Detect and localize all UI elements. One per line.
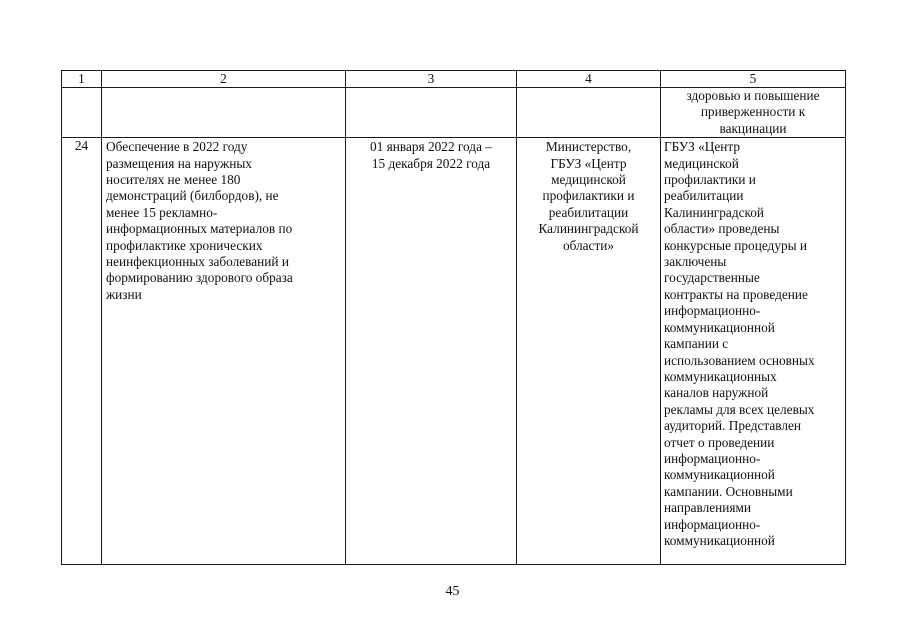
result-line: информационно-: [664, 450, 761, 466]
result-line: рекламы для всех целевых: [664, 401, 815, 417]
result-line: использованием основных: [664, 352, 815, 368]
result-line: медицинской: [664, 155, 739, 171]
result-line: направлениями: [664, 500, 752, 516]
table-row-24: [62, 138, 846, 565]
document-table: [61, 70, 846, 565]
result-line: реабилитации: [664, 188, 744, 204]
table-row-continuation: [62, 88, 846, 138]
event-line: менее 15 рекламно-: [106, 204, 218, 220]
result-line: ГБУЗ «Центр: [664, 139, 740, 155]
row-number-cell: [62, 88, 102, 138]
term-cell: [346, 88, 517, 138]
header-col-3: 3: [346, 71, 517, 88]
event-line: неинфекционных заболеваний и: [106, 254, 289, 270]
executor-cell: [517, 88, 661, 138]
header-col-5: 5: [661, 71, 846, 88]
result-line: контракты на проведение: [664, 286, 808, 302]
result-line: приверженности к: [700, 104, 806, 120]
header-col-4: 4: [517, 71, 661, 88]
result-line: вакцинации: [719, 120, 787, 136]
result-line: информационно-: [664, 303, 761, 319]
result-line: каналов наружной: [664, 385, 769, 401]
result-line: кампании. Основными: [664, 483, 793, 499]
header-row: [62, 71, 846, 88]
result-line: профилактики и: [664, 172, 756, 188]
table-body: [62, 88, 846, 565]
result-line: конкурсные процедуры и: [664, 237, 807, 253]
result-line: информационно-: [664, 516, 761, 532]
header-col-2: 2: [102, 71, 346, 88]
event-line: размещения на наружных: [106, 155, 252, 171]
executor-line: Министерство,: [545, 139, 632, 155]
event-line: формированию здорового образа: [106, 270, 293, 286]
result-line: здоровью и повышение: [686, 88, 820, 103]
executor-cell: [517, 138, 661, 565]
result-line: коммуникационной: [664, 532, 775, 548]
event-cell: [102, 88, 346, 138]
event-line: информационных материалов по: [106, 221, 293, 237]
result-line: кампании с: [664, 336, 729, 352]
header-col-1: 1: [62, 71, 102, 88]
row-number-cell: 24: [62, 138, 102, 565]
executor-line: ГБУЗ «Центр: [550, 155, 627, 171]
term-line: 15 декабря 2022 года: [371, 155, 491, 171]
event-line: профилактике хронических: [106, 237, 263, 253]
executor-line: реабилитации: [548, 204, 629, 220]
page-number: 45: [445, 584, 460, 599]
result-line: коммуникационной: [664, 319, 775, 335]
result-line: области» проведены: [664, 221, 780, 237]
result-line: заключены: [664, 254, 727, 270]
result-line: Калининградской: [664, 204, 765, 220]
result-line: аудиторий. Представлен: [664, 418, 802, 434]
result-line: отчет о проведении: [664, 434, 775, 450]
executor-line: Калининградской: [538, 221, 639, 237]
event-line: носителях не менее 180: [106, 172, 241, 188]
term-cell: [346, 138, 517, 565]
executor-line: профилактики и: [542, 188, 635, 204]
result-line: коммуникационной: [664, 467, 775, 483]
result-cell: [661, 138, 846, 565]
result-line: государственные: [664, 270, 760, 286]
event-line: демонстраций (билбордов), не: [106, 188, 279, 204]
result-cell: [661, 88, 846, 138]
event-cell: [102, 138, 346, 565]
result-line: коммуникационных: [664, 368, 777, 384]
event-line: Обеспечение в 2022 году: [106, 139, 248, 155]
executor-line: медицинской: [551, 172, 626, 188]
event-line: жизни: [106, 286, 142, 302]
term-line: 01 января 2022 года –: [370, 139, 492, 155]
table-header: [62, 71, 846, 88]
executor-line: области»: [562, 237, 615, 253]
